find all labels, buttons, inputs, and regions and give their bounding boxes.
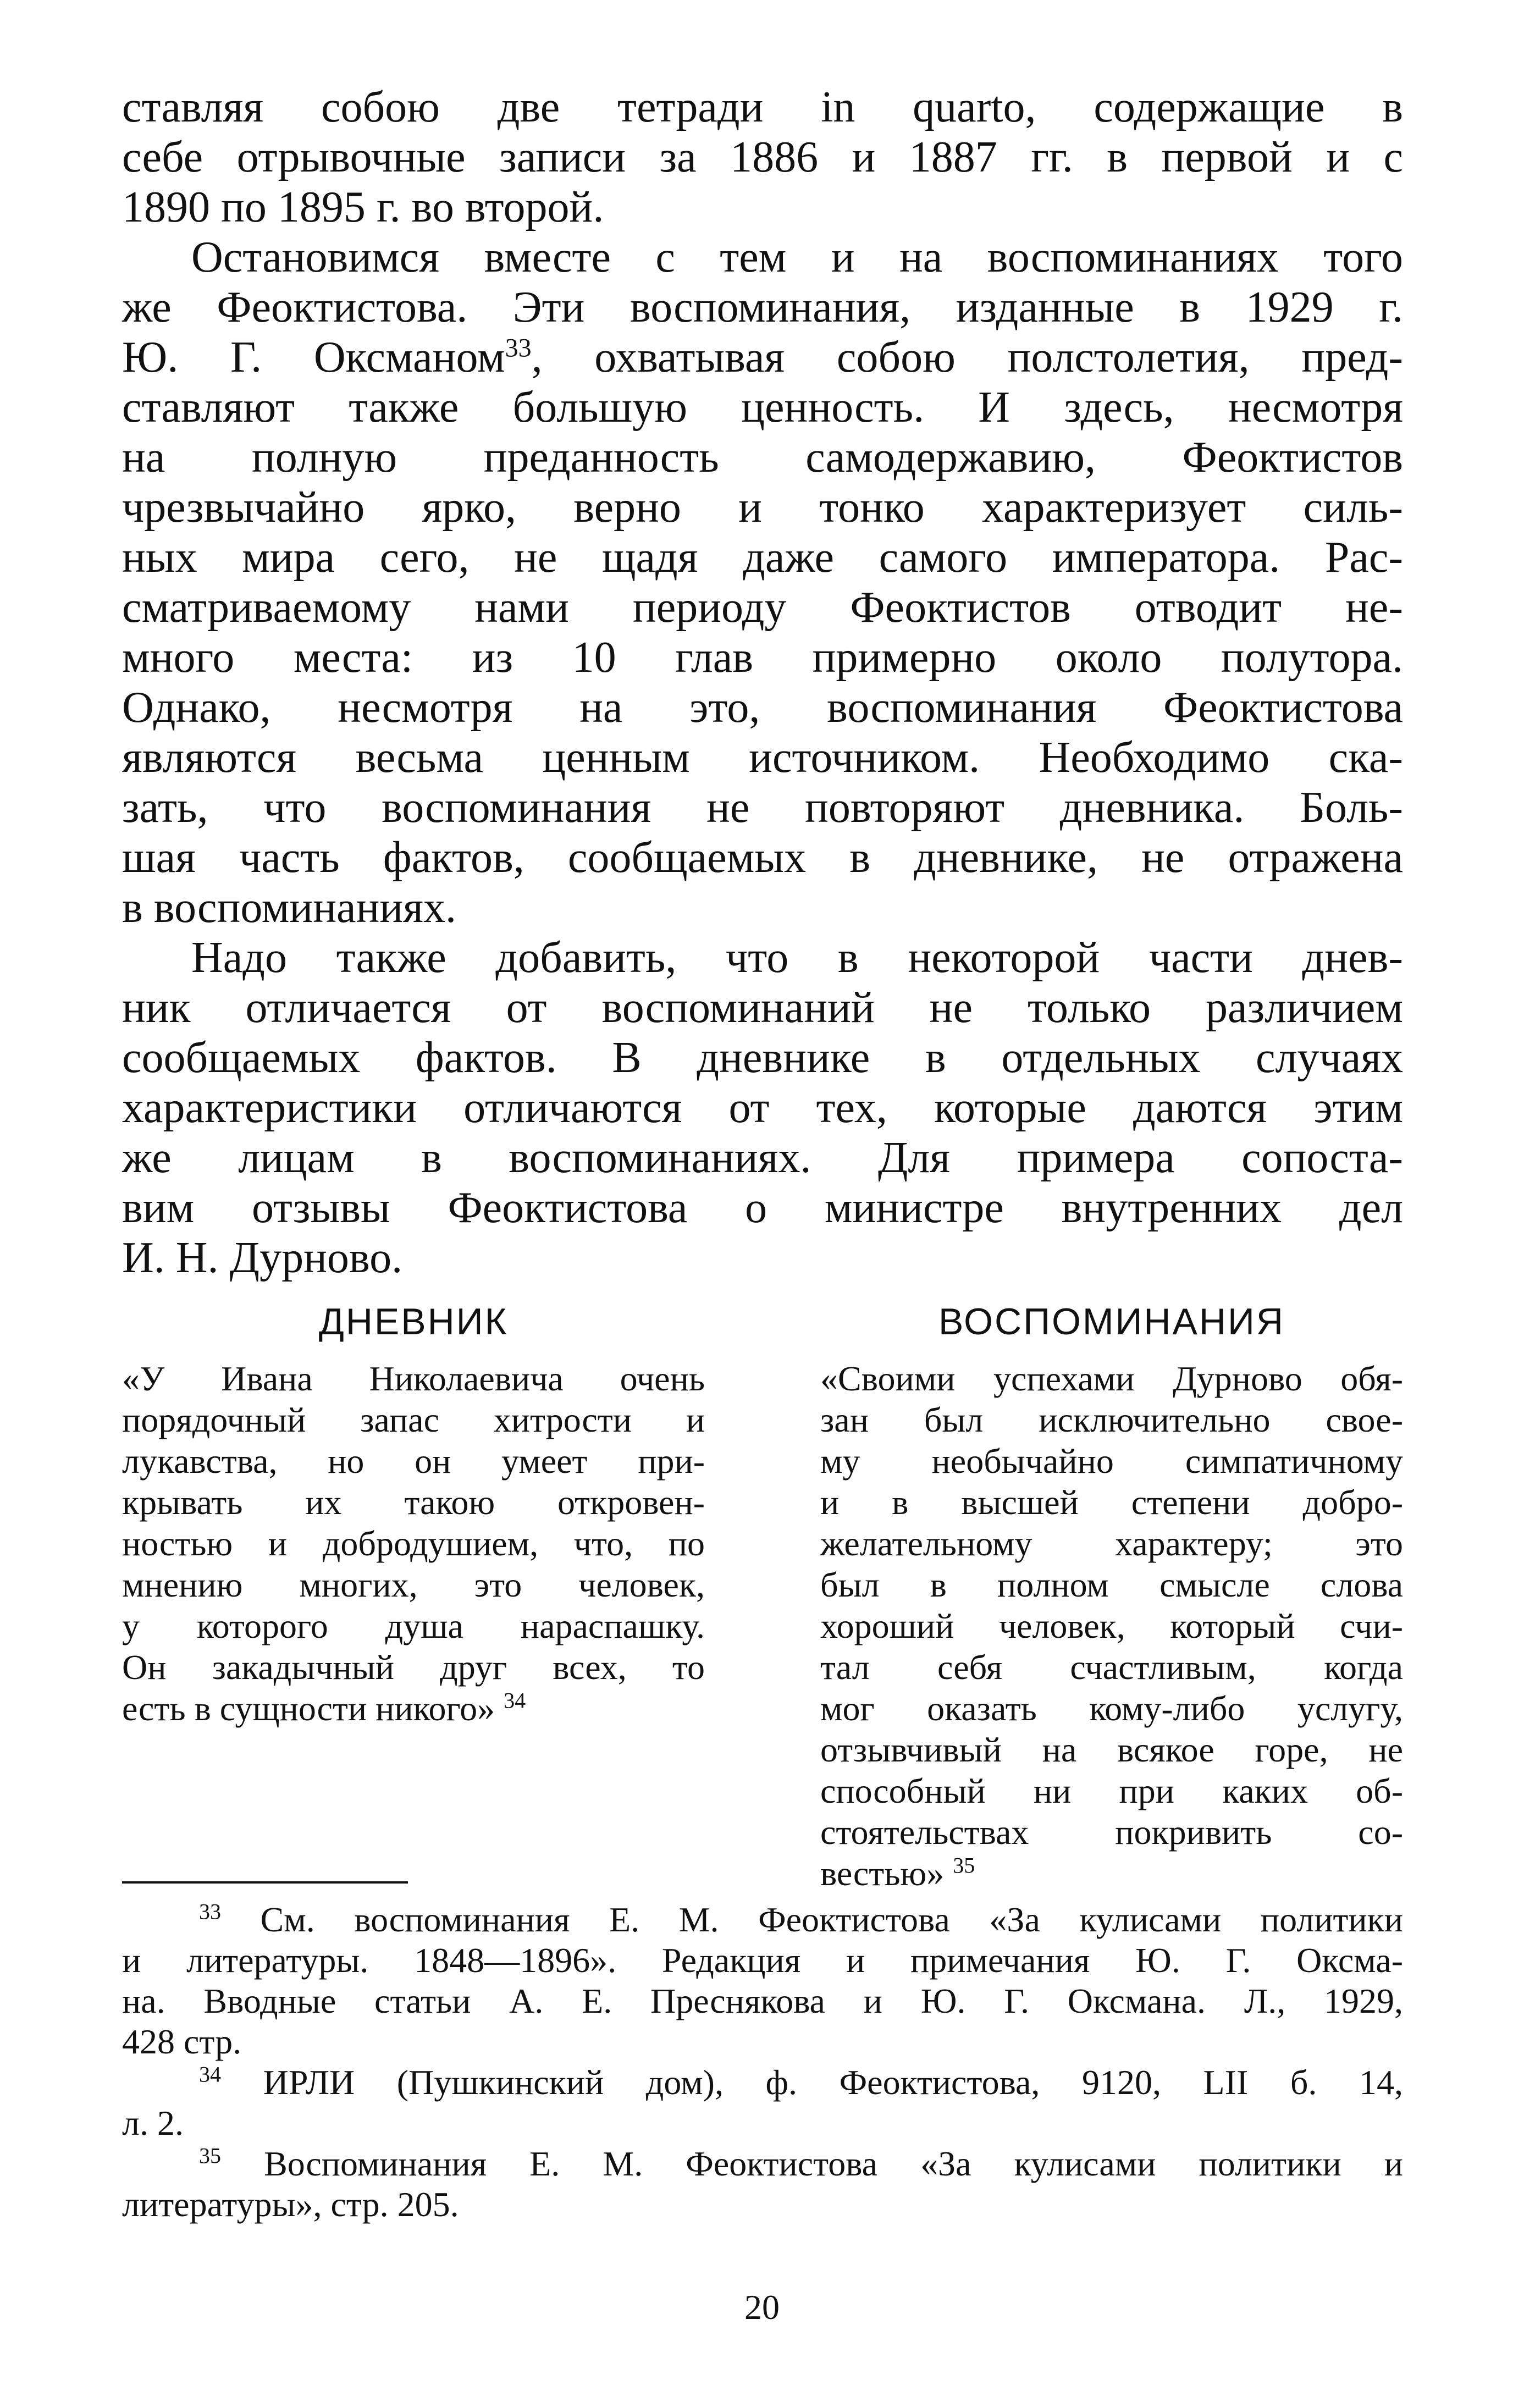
footnote-line xyxy=(122,2144,1403,2184)
text-fragment: См. воспоминания Е. М. Феоктистова «За кулисами политики xyxy=(260,1900,1403,1939)
footnote-35 xyxy=(122,2144,1403,2225)
text-line: сообщаемых фактов. В дневнике в отдельных случаях xyxy=(122,1034,1403,1082)
quote-line: мог оказать кому-либо услугу, xyxy=(820,1689,1403,1728)
text-line: ставляя собою две тетради in quarto, содержащие в xyxy=(122,83,1403,131)
text-line: ставляют также большую ценность. И здесь, несмотря xyxy=(122,383,1403,432)
footnote-rule xyxy=(122,1881,408,1884)
text-fragment: Ю. Г. Оксманом xyxy=(122,333,505,382)
diary-heading: ДНЕВНИК xyxy=(318,1301,509,1343)
text-fragment: Воспоминания Е. М. Феоктистова «За кулисами политики и xyxy=(264,2144,1404,2183)
memoirs-column xyxy=(820,1300,1403,1894)
footnote-line: и литературы. 1848—1896». Редакция и примечания Ю. Г. Оксма- xyxy=(122,1941,1403,1980)
paragraph-3 xyxy=(122,933,1403,1283)
memoirs-quote xyxy=(820,1358,1403,1894)
quote-line: порядочный запас хитрости и xyxy=(122,1400,705,1439)
quote-line: крывать их такою откровен- xyxy=(122,1483,705,1522)
memoirs-heading: ВОСПОМИНАНИЯ xyxy=(938,1301,1285,1343)
footnote-ref: 33 xyxy=(505,333,532,363)
page-number: 20 xyxy=(744,2288,780,2327)
diary-column xyxy=(122,1300,705,1729)
footnote-ref: 35 xyxy=(953,1853,975,1878)
text-line: шая часть фактов, сообщаемых в дневнике, не отражена xyxy=(122,833,1403,882)
footnotes xyxy=(122,1899,1403,2225)
footnote-line: на. Вводные статьи А. Е. Преснякова и Ю. Г. Оксмана. Л., 1929, xyxy=(122,1981,1403,2020)
text-line: в воспоминаниях. xyxy=(122,883,456,932)
text-line: ных мира сего, не щадя даже самого императора. Рас- xyxy=(122,533,1403,582)
main-text xyxy=(122,82,1403,1283)
text-fragment: , охватывая собою полстолетия, пред- xyxy=(531,333,1403,382)
quote-line: отзывчивый на всякое горе, не xyxy=(820,1730,1403,1769)
text-line: Однако, несмотря на это, воспоминания Феоктистова xyxy=(122,683,1403,732)
text-line: зать, что воспоминания не повторяют дневника. Боль- xyxy=(122,783,1403,832)
quote-line xyxy=(820,1853,1403,1894)
quote-line: и в высшей степени добро- xyxy=(820,1483,1403,1522)
quote-line: у которого душа нараспашку. xyxy=(122,1606,705,1645)
quote-line: тал себя счастливым, когда xyxy=(820,1648,1403,1687)
footnote-line: литературы», стр. 205. xyxy=(122,2185,459,2224)
footnote-ref: 34 xyxy=(504,1688,526,1713)
page-body xyxy=(122,82,1403,1893)
text-line xyxy=(122,333,1403,383)
quote-line: стоятельствах покривить со- xyxy=(820,1813,1403,1852)
footnote-34 xyxy=(122,2062,1403,2144)
footnote-line: 428 стр. xyxy=(122,2022,242,2061)
quote-line: «У Ивана Николаевича очень xyxy=(122,1359,705,1398)
text-line: себе отрывочные записи за 1886 и 1887 гг. в первой и с xyxy=(122,133,1403,181)
text-line: характеристики отличаются от тех, которые даются этим xyxy=(122,1084,1403,1132)
quote-line: лукавства, но он умеет при- xyxy=(122,1442,705,1481)
text-line: Остановимся вместе с тем и на воспоминаниях того xyxy=(191,233,1403,281)
text-line: чрезвычайно ярко, верно и тонко характеризует силь- xyxy=(122,483,1403,532)
text-line: же Феоктистова. Эти воспоминания, изданные в 1929 г. xyxy=(122,283,1403,332)
text-line: на полную преданность самодержавию, Феоктистов xyxy=(122,433,1403,482)
footnote-line xyxy=(122,1899,1403,1940)
quote-line: способный ни при каких об- xyxy=(820,1771,1403,1810)
text-line: же лицам в воспоминаниях. Для примера сопоста- xyxy=(122,1134,1403,1182)
quote-line xyxy=(122,1688,705,1729)
footnote-line: л. 2. xyxy=(122,2103,184,2142)
text-line: много места: из 10 глав примерно около полутора. xyxy=(122,633,1403,682)
text-fragment: есть в сущности никого» xyxy=(122,1689,495,1728)
footnote-number: 35 xyxy=(199,2143,221,2168)
text-line: Надо также добавить, что в некоторой части днев- xyxy=(191,934,1403,982)
footnote-number: 33 xyxy=(199,1899,221,1924)
text-line: вим отзывы Феоктистова о министре внутренних дел xyxy=(122,1184,1403,1232)
text-line: сматриваемому нами периоду Феоктистов отводит не- xyxy=(122,583,1403,632)
text-line: И. Н. Дурново. xyxy=(122,1234,403,1282)
quote-line: был в полном смысле слова xyxy=(820,1565,1403,1604)
text-line: 1890 по 1895 г. во второй. xyxy=(122,183,604,231)
text-line: ник отличается от воспоминаний не только различием xyxy=(122,984,1403,1032)
comparison-columns xyxy=(122,1300,1403,1893)
quote-line: му необычайно симпатичному xyxy=(820,1442,1403,1481)
quote-line: желательному характеру; это xyxy=(820,1524,1403,1563)
footnote-number: 34 xyxy=(199,2062,221,2087)
paragraph-2 xyxy=(122,233,1403,933)
text-line: являются весьма ценным источником. Необходимо ска- xyxy=(122,733,1403,782)
diary-quote xyxy=(122,1358,705,1729)
footnote-line xyxy=(122,2062,1403,2103)
text-fragment: ИРЛИ (Пушкинский дом), ф. Феоктистова, 9120, LII б. 14, xyxy=(263,2063,1404,2102)
paragraph-1 xyxy=(122,82,1403,233)
quote-line: хороший человек, который счи- xyxy=(820,1606,1403,1645)
quote-line: «Своими успехами Дурново обя- xyxy=(820,1359,1403,1398)
quote-line: мнению многих, это человек, xyxy=(122,1565,705,1604)
quote-line: Он закадычный друг всех, то xyxy=(122,1648,705,1687)
text-fragment: вестью» xyxy=(820,1854,945,1893)
footnote-33 xyxy=(122,1899,1403,2062)
quote-line: ностью и добродушием, что, по xyxy=(122,1524,705,1563)
quote-line: зан был исключительно свое- xyxy=(820,1400,1403,1439)
